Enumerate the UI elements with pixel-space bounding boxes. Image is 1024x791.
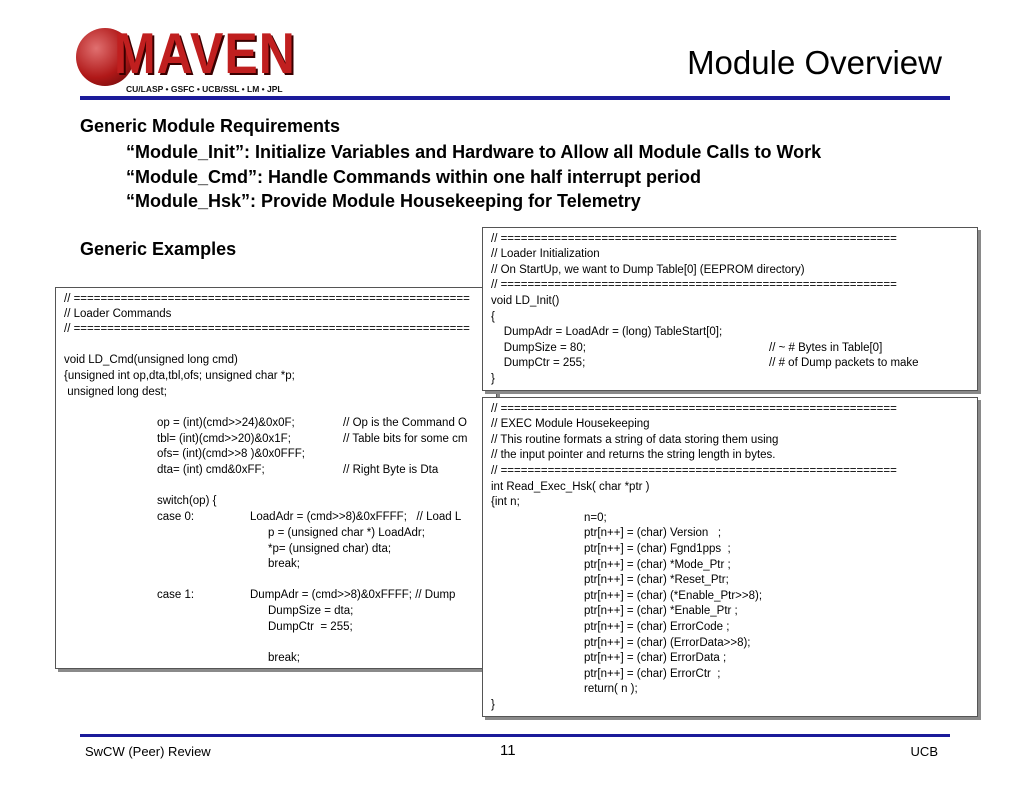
footer-review-label: SwCW (Peer) Review [85, 744, 211, 759]
code-line: return( n ); [584, 683, 638, 695]
code-line: // EXEC Module Housekeeping [491, 418, 650, 430]
code-line: } [491, 373, 495, 385]
code-line: LoadAdr = (cmd>>8)&0xFFFF; // Load L [250, 511, 462, 523]
code-line: // Loader Initialization [491, 248, 600, 260]
code-line: DumpCtr = 255; [491, 357, 586, 369]
code-comment: // ~ # Bytes in Table[0] [769, 342, 883, 354]
code-line: tbl= (int)(cmd>>20)&0x1F; [157, 433, 291, 445]
code-line: ptr[n++] = (char) Version ; [584, 527, 722, 539]
code-line: {unsigned int op,dta,tbl,ofs; unsigned char *p; [64, 370, 295, 382]
top-divider [80, 96, 950, 100]
code-comment: // # of Dump packets to make [769, 357, 919, 369]
code-line: DumpSize = dta; [268, 605, 354, 617]
code-line: p = (unsigned char *) LoadAdr; [268, 527, 425, 539]
code-line: DumpAdr = LoadAdr = (long) TableStart[0]; [491, 326, 723, 338]
code-line: DumpCtr = 255; [268, 621, 353, 633]
code-line: {int n; [491, 496, 520, 508]
code-line: *p= (unsigned char) dta; [268, 543, 392, 555]
code-line: ptr[n++] = (char) Fgnd1pps ; [584, 543, 731, 555]
code-line: switch(op) { [157, 495, 217, 507]
code-line: int Read_Exec_Hsk( char *ptr ) [491, 481, 650, 493]
code-line: case 0: [157, 511, 195, 523]
requirement-hsk: “Module_Hsk”: Provide Module Housekeeping for Telemetry [126, 191, 641, 211]
loader-init-code [482, 227, 978, 391]
code-line: DumpSize = 80; [491, 342, 586, 354]
code-line: // This routine formats a string of data storing them using [491, 434, 779, 446]
code-line: ofs= (int)(cmd>>8 )&0x0FFF; [157, 448, 305, 460]
code-line: ptr[n++] = (char) (ErrorData>>8); [584, 637, 751, 649]
code-line: case 1: [157, 589, 195, 601]
code-line: op = (int)(cmd>>24)&0x0F; [157, 417, 295, 429]
code-line: unsigned long dest; [64, 386, 167, 398]
maven-logo [76, 21, 296, 98]
page-number: 11 [500, 742, 516, 759]
bottom-divider [80, 734, 950, 737]
loader-commands-code [55, 287, 497, 669]
exec-housekeeping-code [482, 397, 978, 717]
code-line: // On StartUp, we want to Dump Table[0] (EEPROM directory) [491, 264, 805, 276]
code-line: // =========================================================== [64, 323, 470, 335]
code-line: ptr[n++] = (char) ErrorCode ; [584, 621, 730, 633]
code-line: // =========================================================== [491, 403, 897, 415]
code-comment: // Right Byte is Dta [343, 464, 439, 476]
code-line: ptr[n++] = (char) ErrorCtr ; [584, 668, 721, 680]
code-line: ptr[n++] = (char) ErrorData ; [584, 652, 727, 664]
code-line: void LD_Cmd(unsigned long cmd) [64, 354, 238, 366]
slide-title: Module Overview [687, 44, 942, 81]
code-line: ptr[n++] = (char) *Mode_Ptr ; [584, 559, 731, 571]
code-line: { [491, 311, 495, 323]
logo-wordmark: MAVEN [114, 21, 296, 86]
code-line: // =========================================================== [491, 465, 897, 477]
code-line: ptr[n++] = (char) (*Enable_Ptr>>8); [584, 590, 763, 602]
code-line: ptr[n++] = (char) *Reset_Ptr; [584, 574, 729, 586]
code-line: // =========================================================== [491, 233, 897, 245]
code-line: // =========================================================== [491, 279, 897, 291]
code-comment: // Table bits for some cm [343, 433, 468, 445]
requirement-cmd: “Module_Cmd”: Handle Commands within one half interrupt period [126, 167, 702, 187]
footer-org-label: UCB [910, 744, 938, 759]
code-line: // the input pointer and returns the string length in bytes. [491, 449, 776, 461]
code-line: dta= (int) cmd&0xFF; [157, 464, 265, 476]
code-line: break; [268, 558, 300, 570]
code-line: // =========================================================== [64, 293, 470, 305]
requirements-heading: Generic Module Requirements [80, 116, 341, 136]
requirement-init: “Module_Init”: Initialize Variables and Hardware to Allow all Module Calls to Work [126, 142, 822, 162]
logo-tagline: CU/LASP • GSFC • UCB/SSL • LM • JPL [126, 84, 283, 94]
code-line: } [491, 699, 495, 711]
examples-heading: Generic Examples [80, 239, 237, 259]
code-line: void LD_Init() [491, 295, 560, 307]
code-line: // Loader Commands [64, 308, 172, 320]
code-line: ptr[n++] = (char) *Enable_Ptr ; [584, 605, 738, 617]
code-line: break; [268, 652, 300, 664]
code-line: n=0; [584, 512, 607, 524]
code-line: DumpAdr = (cmd>>8)&0xFFFF; // Dump [250, 589, 456, 601]
code-comment: // Op is the Command O [343, 417, 467, 429]
